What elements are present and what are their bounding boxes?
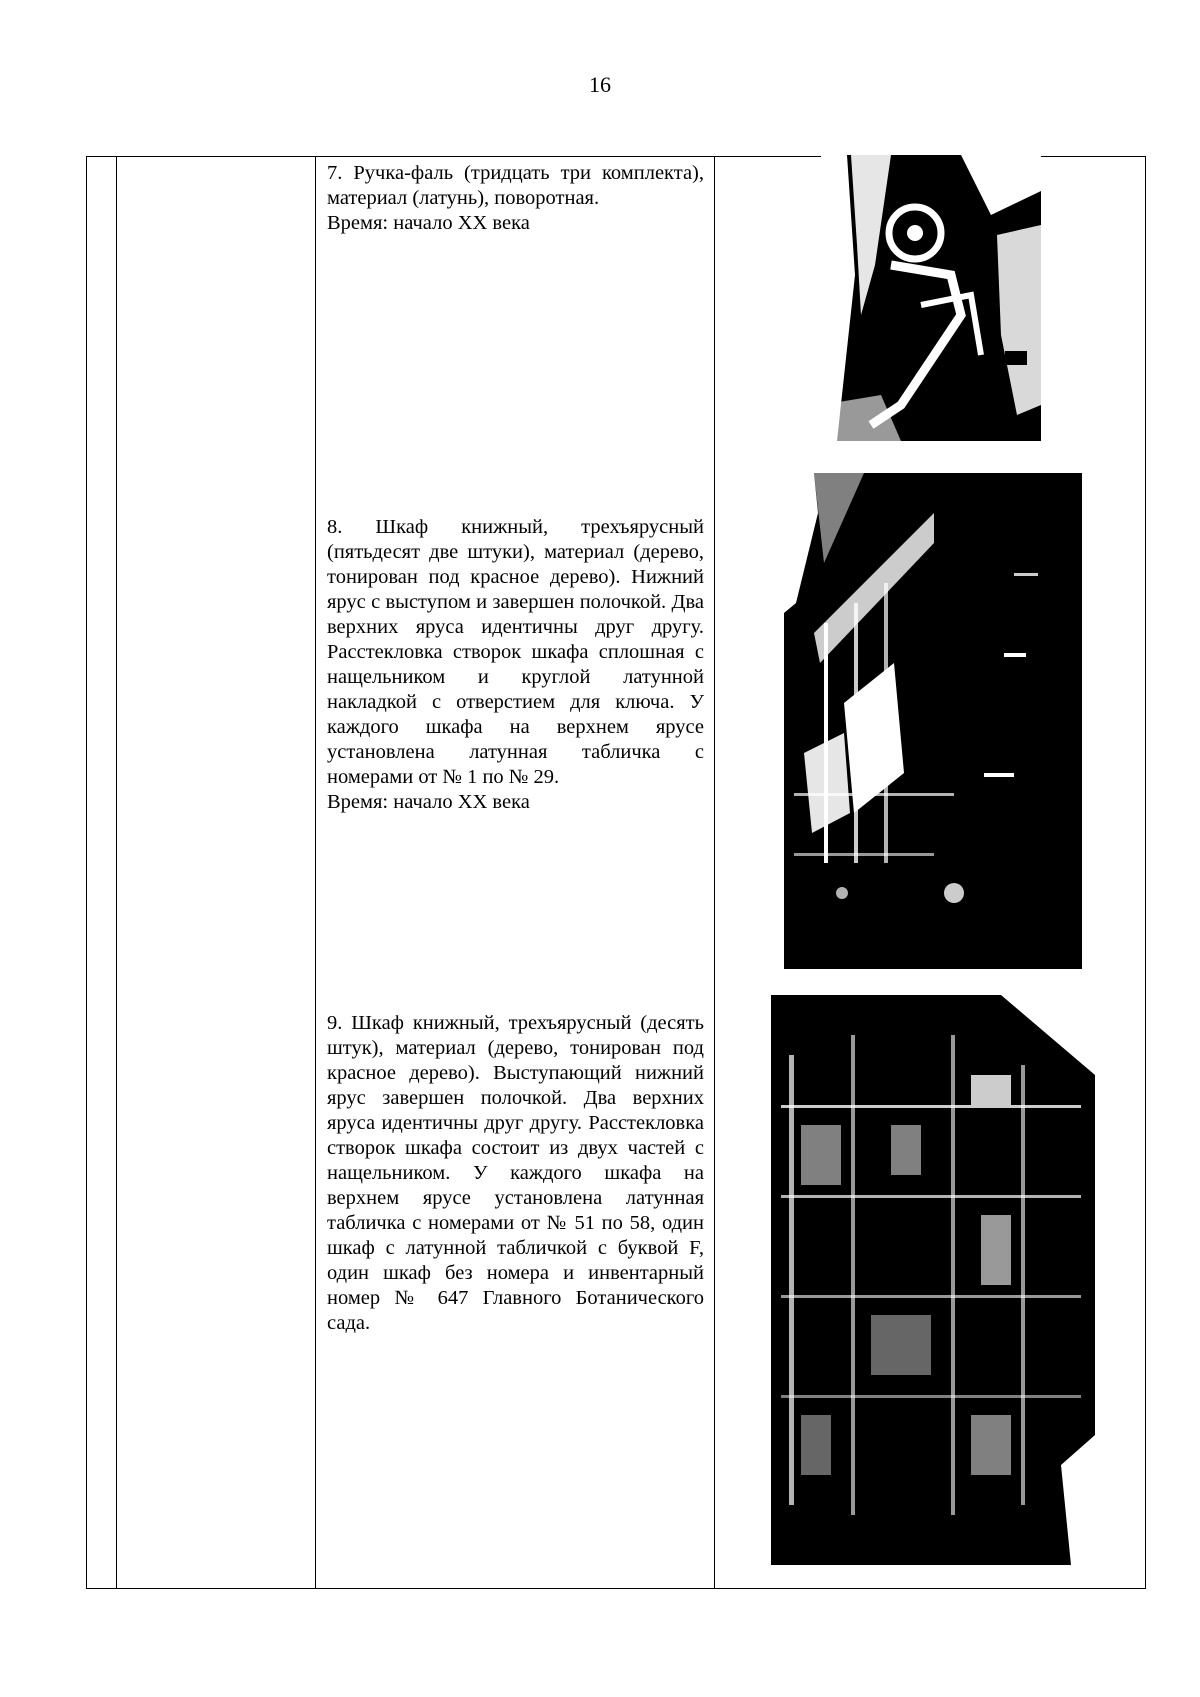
- entry-8-text: 8. Шкаф книжный, трехъярусный (пятьдесят две штуки), материал (дерево, тонирован под красное дерево). Нижний ярус с выступом и завершен полочкой. Два верхних яруса идентичны друг другу. Расстекловка створок шкафа сплошная с нащельником и круглой латунной накладкой с отверстием для ключа. У каждого шкафа на верхнем ярусе установлена латунная табличка с номерами от № 1 по № 29.: [327, 516, 704, 788]
- brass-handle-photo: [821, 155, 1041, 441]
- bookcase-photo: [784, 473, 1082, 969]
- page-number: 16: [589, 72, 611, 97]
- entry-9-text: 9. Шкаф книжный, трехъярусный (десять штук), материал (дерево, тонирован под красное дерево). Выступающий нижний ярус завершен полочкой. Два верхних яруса идентичны друг другу. Расстекловка створок шкафа состоит из двух частей с нащельником. У каждого шкафа на верхнем ярусе установлена латунная табличка с номерами от № 51 по 58, один шкаф с латунной табличкой с буквой F, один шкаф без номера и инвентарный номер № 647 Главного Ботанического сада.: [327, 1012, 704, 1334]
- column-divider: [315, 157, 316, 1588]
- column-divider: [116, 157, 117, 1588]
- entry-7-description: [327, 161, 704, 236]
- bookcase-photo: [771, 995, 1095, 1565]
- inventory-table: [86, 156, 1146, 1589]
- column-divider: [714, 157, 715, 1588]
- entry-8-time: Время: начало XX века: [327, 791, 530, 813]
- entry-7-text: 7. Ручка-фаль (тридцать три комплекта), материал (латунь), поворотная.: [327, 162, 704, 209]
- entry-8-description: [327, 515, 704, 815]
- entry-7-time: Время: начало XX века: [327, 212, 530, 234]
- entry-9-description: [327, 1011, 704, 1336]
